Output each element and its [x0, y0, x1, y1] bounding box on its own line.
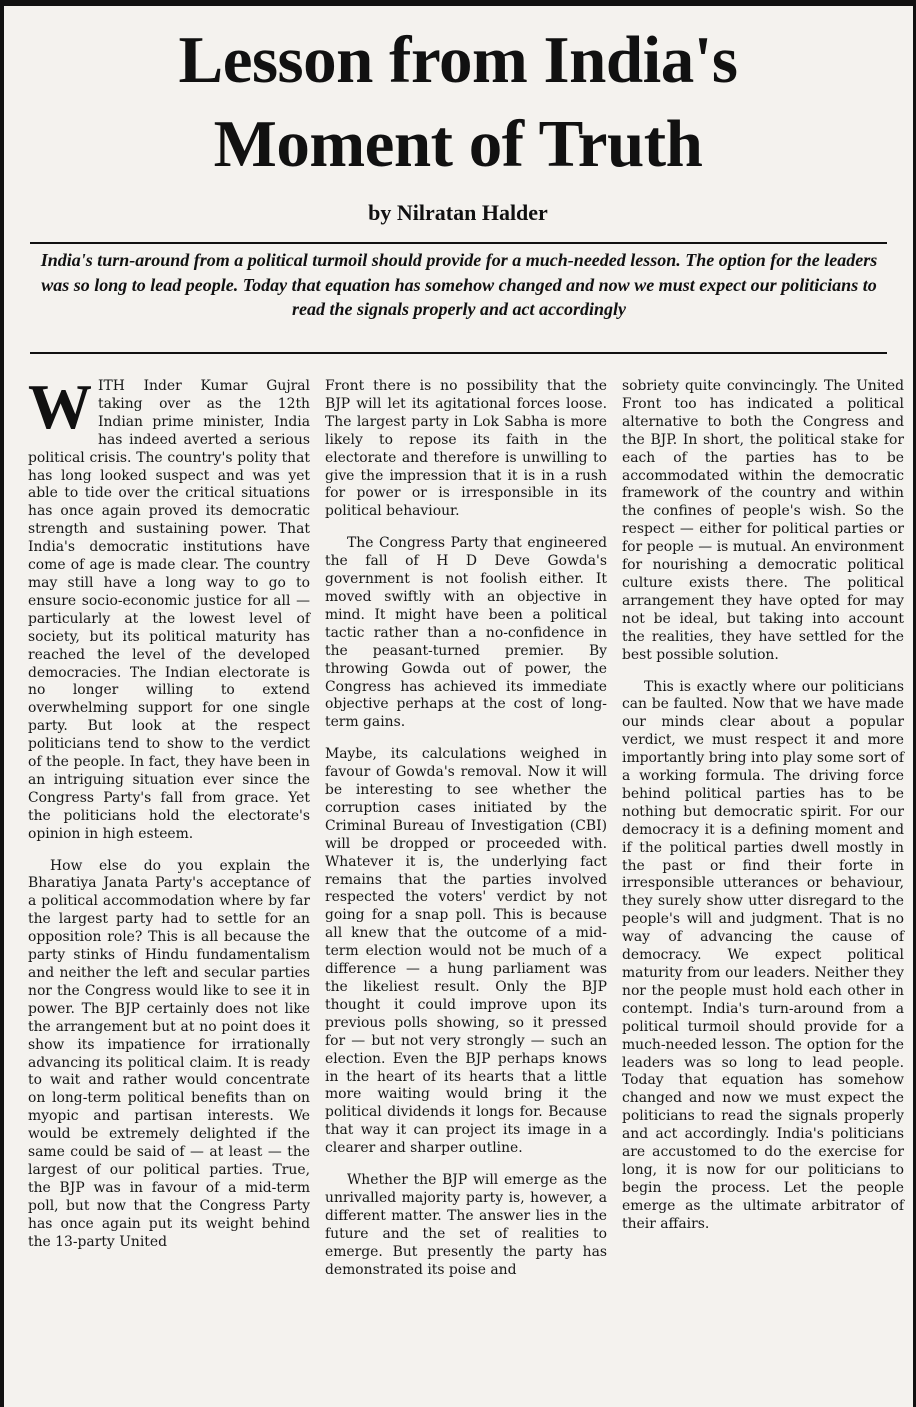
column-2-paragraph-3: Maybe, its calculations weighed in favour of Gowda's removal. Now it will be interesting to see whether the corruption cases initiated by the Criminal Bureau of Investigation (CBI) will be dropped or proceeded with. Whatever it is, the underlying fact remains that the parties involved respected the voters' verdict by not going for a snap poll. This is because all knew that the outcome of a mid-term election would not be much of a difference — a hung parliament was the likeliest result. Only the BJP thought it could improve upon its previous polls showing, so it pressed for — but not very strongly — such an election. Even the BJP perhaps knows in the heart of its hearts that a little more waiting would bring it the political dividends it longs for. Because that way it can project its image in a clearer and sharper outline. — [325, 746, 607, 1157]
deck-rule-bottom — [30, 352, 887, 354]
column-2-paragraph-1: Front there is no possibility that the BJP will let its agitational forces loose. The largest party in Lok Sabha is more likely to repose its faith in the electorate and therefore is unwilling to give the impression that it is in a rush for power or is irresponsible in its political behaviour. — [325, 378, 607, 520]
headline-line-1: Lesson from India's — [178, 23, 738, 97]
column-2-paragraph-4: Whether the BJP will emerge as the unrivalled majority party is, however, a different matter. The answer lies in the future and the set of realities to emerge. But presently the party has demonstrated its poise and — [325, 1172, 607, 1278]
deck-summary: India's turn-around from a political turmoil should provide for a much-needed lesson. The option for the leaders was so long to lead people. Today that equation has somehow changed and now we must expect our politicians to read the signals properly and act accordingly — [40, 250, 878, 319]
column-3-paragraph-2: This is exactly where our politicians can be faulted. Now that we have made our minds clear about a popular verdict, we must respect it and more importantly bring into play some sort of a working formula. The driving force behind political parties has to be nothing but democratic spirit. For our democracy it is a defining moment and if the political parties dwell mostly in the past or find their forte in irresponsible utterances or behaviour, they surely show utter disregard to the people's will and judgment. That is no way of advancing the cause of democracy. We expect political maturity from our leaders. Neither they nor the people must hold each other in contempt. India's turn-around from a political turmoil should provide for a much-needed lesson. The option for the leaders was so long to lead people. Today that equation has somehow changed and now we must expect the politicians to read the signals properly and act accordingly. India's politicians are accustomed to do the exercise for long, it is now for our politicians to begin the process. Let the people emerge as the ultimate arbitrator of their affairs. — [622, 678, 904, 1232]
article-column-3 — [622, 378, 904, 1248]
article-column-1 — [28, 371, 310, 1266]
column-1-paragraph-1-text: ITH Inder Kumar Gujral taking over as the 12th Indian prime minister, India has indeed averted a serious political crisis. The country's polity that has long looked suspect and was yet able to tide over the critical situations has once again proved its democratic strength and sustaining power. That India's democratic institutions have come of age is made clear. The country may still have a long way to go to ensure socio-economic justice for all — particularly at the lowest level of society, but its political maturity has reached the level of the developed democracies. The Indian electorate is no longer willing to extend overwhelming support for one single party. But look at the respect politicians tend to show to the verdict of the people. In fact, they have been in an intriguing situation ever since the Congress Party's fall from grace. Yet the politicians hold the electorate's opinion in high esteem. — [28, 378, 310, 842]
column-1-paragraph-2: How else do you explain the Bharatiya Janata Party's acceptance of a political accommodation where by far the largest party had to settle for an opposition role? This is all because the party stinks of Hindu fundamentalism and neither the left and secular parties nor the Congress would like to see it in power. The BJP certainly does not like the arrangement but at no point does it show its impatience for irrationally advancing its political claim. It is ready to wait and rather would concentrate on long-term political benefits than on myopic and partisan interests. We would be extremely delighted if the same could be said of — at least — the largest of our political parties. True, the BJP was in favour of a mid-term poll, but now that the Congress Party has once again put its weight behind the 13-party United — [28, 857, 310, 1250]
headline-line-2: Moment of Truth — [213, 107, 703, 181]
byline: by Nilratan Halder — [368, 200, 548, 225]
column-2-paragraph-2: The Congress Party that engineered the fall of H D Deve Gowda's government is not foolish either. It moved swiftly with an objective in mind. It might have been a political tactic rather than a no-confidence in the peasant-turned premier. By throwing Gowda out of power, the Congress has achieved its immediate objective perhaps at the cost of long-term gains. — [325, 535, 607, 731]
article-column-2 — [325, 378, 607, 1294]
top-border — [0, 0, 916, 6]
column-3-paragraph-1: sobriety quite convincingly. The United Front too has indicated a political alternative to both the Congress and the BJP. In short, the political stake for each of the parties has to be accommodated within the democratic framework of the country and within the confines of people's wish. So the respect — either for political parties or for people — is mutual. An environment for nourishing a democratic political culture exists there. The political arrangement they have opted for may not be ideal, but taking into account the realities, they have settled for the best possible solution. — [622, 378, 904, 663]
drop-cap: W — [28, 371, 92, 442]
column-1-paragraph-1 — [28, 371, 310, 844]
headline — [0, 18, 916, 186]
deck-rule-top — [30, 242, 887, 244]
